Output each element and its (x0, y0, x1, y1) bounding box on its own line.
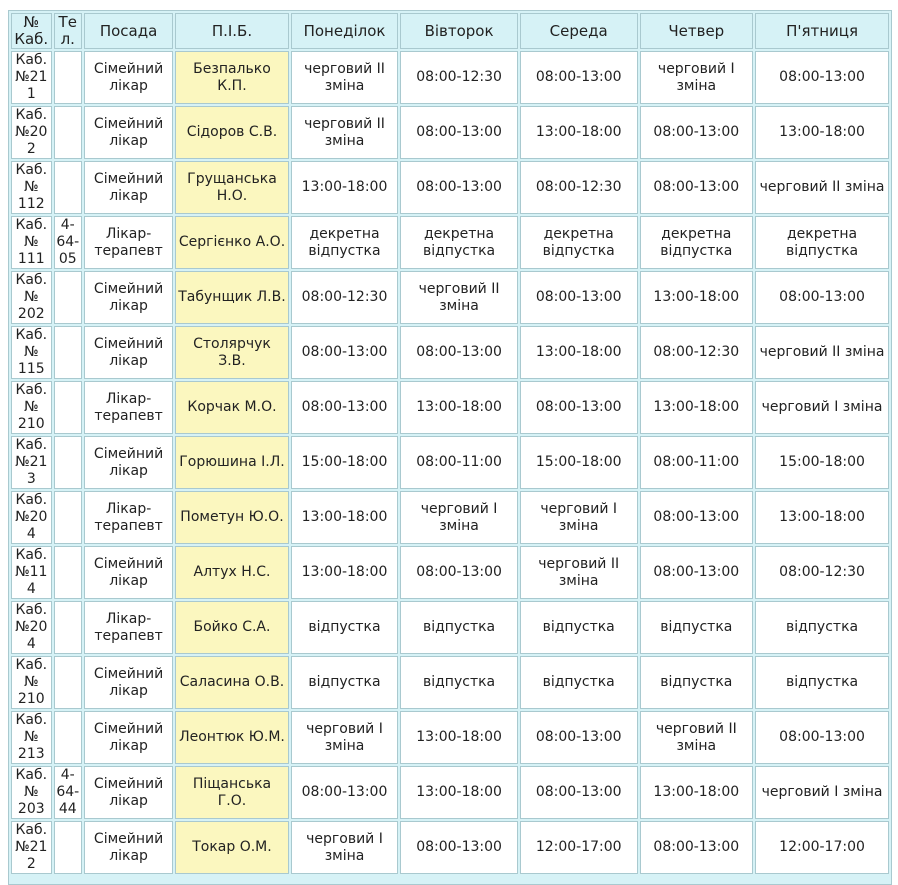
phone-cell (54, 821, 82, 874)
doctor-name-cell: Саласина О.В. (175, 656, 289, 709)
phone-cell (54, 711, 82, 764)
table-row (11, 491, 889, 544)
room-cell: Каб. № 111 (11, 216, 52, 269)
table-row (11, 766, 889, 819)
position-cell: Лікар-терапевт (84, 381, 173, 434)
table-row (11, 326, 889, 379)
header-room: № Каб. (11, 13, 52, 49)
wednesday-cell: 13:00-18:00 (520, 326, 638, 379)
monday-cell: 08:00-12:30 (291, 271, 398, 324)
tuesday-cell: 08:00-12:30 (400, 51, 518, 104)
tuesday-cell: 13:00-18:00 (400, 711, 518, 764)
position-cell: Сімейний лікар (84, 161, 173, 214)
thursday-cell: декретна відпустка (640, 216, 754, 269)
room-cell: Каб. №202 (11, 106, 52, 159)
position-cell: Сімейний лікар (84, 656, 173, 709)
wednesday-cell: відпустка (520, 656, 638, 709)
room-cell: Каб. № 203 (11, 766, 52, 819)
room-cell: Каб. № 115 (11, 326, 52, 379)
wednesday-cell: 08:00-13:00 (520, 271, 638, 324)
doctor-name-cell: Безпалько К.П. (175, 51, 289, 104)
tuesday-cell: 08:00-13:00 (400, 821, 518, 874)
thursday-cell: черговий І зміна (640, 51, 754, 104)
friday-cell: черговий ІІ зміна (755, 326, 889, 379)
tuesday-cell: 13:00-18:00 (400, 766, 518, 819)
friday-cell: 08:00-13:00 (755, 711, 889, 764)
phone-cell: 4-64-44 (54, 766, 82, 819)
wednesday-cell: 08:00-13:00 (520, 51, 638, 104)
phone-cell (54, 546, 82, 599)
position-cell: Сімейний лікар (84, 326, 173, 379)
table-row (11, 106, 889, 159)
doctor-name-cell: Столярчук З.В. (175, 326, 289, 379)
monday-cell: 08:00-13:00 (291, 766, 398, 819)
tuesday-cell: 13:00-18:00 (400, 381, 518, 434)
wednesday-cell: 12:00-17:00 (520, 821, 638, 874)
monday-cell: черговий ІІ зміна (291, 51, 398, 104)
thursday-cell: 13:00-18:00 (640, 381, 754, 434)
phone-cell (54, 436, 82, 489)
position-cell: Лікар-терапевт (84, 216, 173, 269)
thursday-cell: 08:00-13:00 (640, 821, 754, 874)
wednesday-cell: декретна відпустка (520, 216, 638, 269)
table-row (11, 51, 889, 104)
phone-cell (54, 601, 82, 654)
tuesday-cell: відпустка (400, 601, 518, 654)
wednesday-cell: черговий ІІ зміна (520, 546, 638, 599)
friday-cell: відпустка (755, 601, 889, 654)
table-row (11, 216, 889, 269)
monday-cell: відпустка (291, 601, 398, 654)
position-cell: Сімейний лікар (84, 546, 173, 599)
monday-cell: черговий ІІ зміна (291, 106, 398, 159)
table-footer-row (11, 876, 889, 882)
phone-cell (54, 51, 82, 104)
room-cell: Каб. № 210 (11, 656, 52, 709)
thursday-cell: відпустка (640, 656, 754, 709)
thursday-cell: 08:00-12:30 (640, 326, 754, 379)
tuesday-cell: 08:00-11:00 (400, 436, 518, 489)
thursday-cell: 13:00-18:00 (640, 766, 754, 819)
doctor-name-cell: Сергієнко А.О. (175, 216, 289, 269)
friday-cell: 15:00-18:00 (755, 436, 889, 489)
room-cell: Каб. № 202 (11, 271, 52, 324)
wednesday-cell: 13:00-18:00 (520, 106, 638, 159)
table-row (11, 546, 889, 599)
wednesday-cell: 15:00-18:00 (520, 436, 638, 489)
doctor-name-cell: Леонтюк Ю.М. (175, 711, 289, 764)
room-cell: Каб. № 210 (11, 381, 52, 434)
header-monday: Понеділок (291, 13, 398, 49)
phone-cell (54, 656, 82, 709)
table-row (11, 821, 889, 874)
room-cell: Каб. №204 (11, 601, 52, 654)
table-footer (11, 876, 889, 882)
doctor-name-cell: Бойко С.А. (175, 601, 289, 654)
tuesday-cell: 08:00-13:00 (400, 546, 518, 599)
thursday-cell: 08:00-13:00 (640, 546, 754, 599)
friday-cell: відпустка (755, 656, 889, 709)
tuesday-cell: 08:00-13:00 (400, 161, 518, 214)
header-name: П.І.Б. (175, 13, 289, 49)
doctor-name-cell: Піщанська Г.О. (175, 766, 289, 819)
doctor-name-cell: Грущанська Н.О. (175, 161, 289, 214)
friday-cell: 13:00-18:00 (755, 491, 889, 544)
position-cell: Сімейний лікар (84, 106, 173, 159)
friday-cell: 08:00-12:30 (755, 546, 889, 599)
wednesday-cell: 08:00-12:30 (520, 161, 638, 214)
friday-cell: декретна відпустка (755, 216, 889, 269)
table-row (11, 656, 889, 709)
position-cell: Лікар-терапевт (84, 601, 173, 654)
thursday-cell: 08:00-13:00 (640, 491, 754, 544)
monday-cell: 13:00-18:00 (291, 161, 398, 214)
position-cell: Сімейний лікар (84, 711, 173, 764)
table-row (11, 601, 889, 654)
table-row (11, 271, 889, 324)
phone-cell (54, 326, 82, 379)
doctor-name-cell: Токар О.М. (175, 821, 289, 874)
friday-cell: 08:00-13:00 (755, 271, 889, 324)
monday-cell: 08:00-13:00 (291, 381, 398, 434)
doctor-name-cell: Сідоров С.В. (175, 106, 289, 159)
tuesday-cell: 08:00-13:00 (400, 106, 518, 159)
header-phone: Тел. (54, 13, 82, 49)
header-wednesday: Середа (520, 13, 638, 49)
position-cell: Сімейний лікар (84, 821, 173, 874)
monday-cell: 08:00-13:00 (291, 326, 398, 379)
room-cell: Каб. №212 (11, 821, 52, 874)
position-cell: Сімейний лікар (84, 51, 173, 104)
tuesday-cell: відпустка (400, 656, 518, 709)
position-cell: Сімейний лікар (84, 766, 173, 819)
wednesday-cell: 08:00-13:00 (520, 766, 638, 819)
wednesday-cell: 08:00-13:00 (520, 381, 638, 434)
friday-cell: 08:00-13:00 (755, 51, 889, 104)
position-cell: Сімейний лікар (84, 271, 173, 324)
thursday-cell: 08:00-11:00 (640, 436, 754, 489)
monday-cell: 13:00-18:00 (291, 491, 398, 544)
phone-cell (54, 271, 82, 324)
room-cell: Каб. № 112 (11, 161, 52, 214)
monday-cell: декретна відпустка (291, 216, 398, 269)
thursday-cell: черговий ІІ зміна (640, 711, 754, 764)
wednesday-cell: 08:00-13:00 (520, 711, 638, 764)
table-row (11, 381, 889, 434)
room-cell: Каб. № 213 (11, 711, 52, 764)
room-cell: Каб. №204 (11, 491, 52, 544)
phone-cell (54, 106, 82, 159)
schedule-table (8, 10, 892, 885)
room-cell: Каб. №213 (11, 436, 52, 489)
header-position: Посада (84, 13, 173, 49)
position-cell: Сімейний лікар (84, 436, 173, 489)
thursday-cell: 08:00-13:00 (640, 161, 754, 214)
phone-cell (54, 381, 82, 434)
header-tuesday: Вівторок (400, 13, 518, 49)
wednesday-cell: відпустка (520, 601, 638, 654)
position-cell: Лікар-терапевт (84, 491, 173, 544)
monday-cell: відпустка (291, 656, 398, 709)
thursday-cell: відпустка (640, 601, 754, 654)
monday-cell: 15:00-18:00 (291, 436, 398, 489)
phone-cell: 4-64-05 (54, 216, 82, 269)
doctor-name-cell: Табунщик Л.В. (175, 271, 289, 324)
room-cell: Каб. №211 (11, 51, 52, 104)
tuesday-cell: 08:00-13:00 (400, 326, 518, 379)
tuesday-cell: декретна відпустка (400, 216, 518, 269)
wednesday-cell: черговий І зміна (520, 491, 638, 544)
table-row (11, 711, 889, 764)
monday-cell: черговий І зміна (291, 711, 398, 764)
doctor-name-cell: Горюшина І.Л. (175, 436, 289, 489)
tuesday-cell: черговий І зміна (400, 491, 518, 544)
monday-cell: 13:00-18:00 (291, 546, 398, 599)
tuesday-cell: черговий ІІ зміна (400, 271, 518, 324)
header-thursday: Четвер (640, 13, 754, 49)
thursday-cell: 08:00-13:00 (640, 106, 754, 159)
friday-cell: 13:00-18:00 (755, 106, 889, 159)
phone-cell (54, 161, 82, 214)
thursday-cell: 13:00-18:00 (640, 271, 754, 324)
friday-cell: 12:00-17:00 (755, 821, 889, 874)
monday-cell: черговий І зміна (291, 821, 398, 874)
table-row (11, 436, 889, 489)
doctor-name-cell: Пометун Ю.О. (175, 491, 289, 544)
header-row (11, 13, 889, 49)
phone-cell (54, 491, 82, 544)
friday-cell: черговий І зміна (755, 766, 889, 819)
header-friday: П'ятниця (755, 13, 889, 49)
doctor-name-cell: Алтух Н.С. (175, 546, 289, 599)
friday-cell: черговий І зміна (755, 381, 889, 434)
room-cell: Каб. №114 (11, 546, 52, 599)
doctor-name-cell: Корчак М.О. (175, 381, 289, 434)
friday-cell: черговий ІІ зміна (755, 161, 889, 214)
table-row (11, 161, 889, 214)
